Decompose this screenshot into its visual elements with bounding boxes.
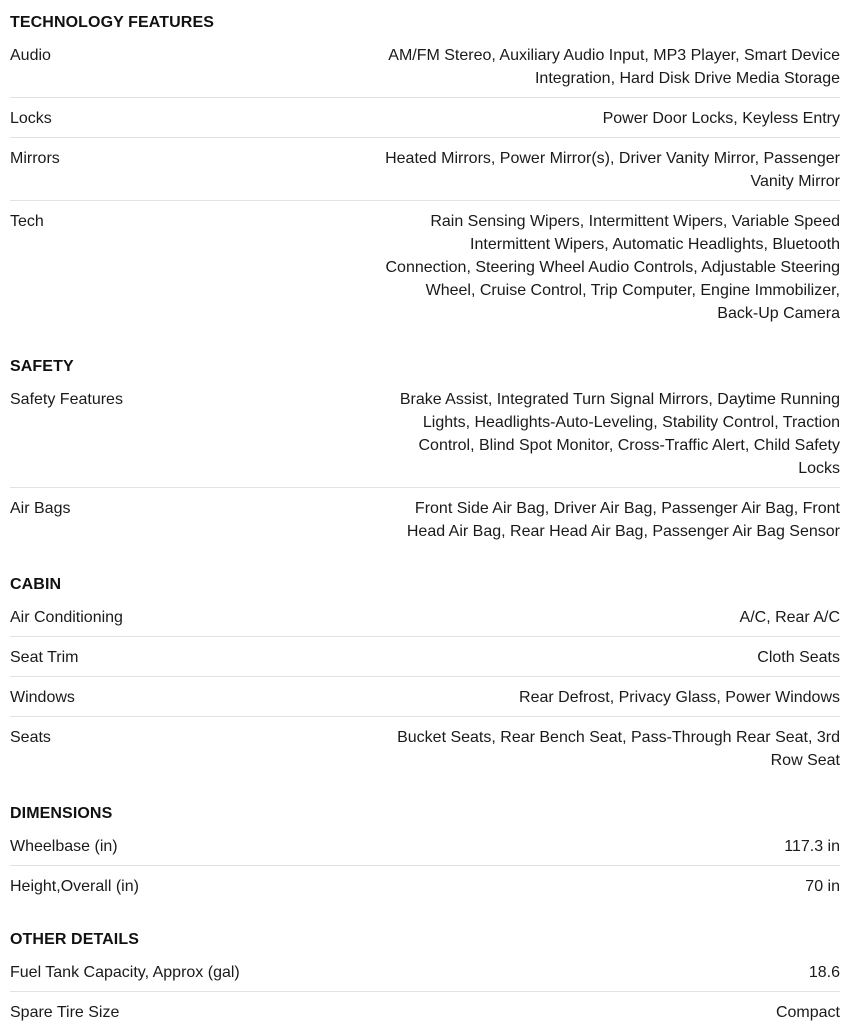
section-title: SAFETY xyxy=(10,358,74,375)
section-other-details xyxy=(10,927,840,1031)
spec-row xyxy=(10,875,840,905)
spec-row xyxy=(10,686,840,717)
spec-label: Air Conditioning xyxy=(10,609,123,626)
spec-value: Power Door Locks, Keyless Entry xyxy=(602,110,840,127)
spec-label: Tech xyxy=(10,213,44,230)
spec-row xyxy=(10,388,840,488)
spec-value: A/C, Rear A/C xyxy=(739,609,840,626)
spec-label: Mirrors xyxy=(10,150,60,167)
spec-value: 117.3 in xyxy=(784,838,840,855)
spec-value: Rear Defrost, Privacy Glass, Power Windows xyxy=(519,689,840,706)
spec-label: Air Bags xyxy=(10,500,71,517)
spec-value: Compact xyxy=(775,1004,840,1021)
spec-row xyxy=(10,606,840,637)
spec-value: 70 in xyxy=(805,878,840,895)
section-title: OTHER DETAILS xyxy=(10,931,140,948)
spec-value: Front Side Air Bag, Driver Air Bag, Passenger Air Bag, Front Head Air Bag, Rear Head Air Bag, Passenger Air Bag Sensor xyxy=(406,500,840,540)
spec-label: Locks xyxy=(10,110,52,127)
spec-row xyxy=(10,835,840,866)
section-technology-features xyxy=(10,10,840,332)
spec-row xyxy=(10,147,840,201)
spec-row xyxy=(10,646,840,677)
spec-row xyxy=(10,961,840,992)
spec-value: 18.6 xyxy=(808,964,840,981)
spec-label: Windows xyxy=(10,689,75,706)
spec-row xyxy=(10,497,840,550)
spec-row xyxy=(10,726,840,779)
spec-value: AM/FM Stereo, Auxiliary Audio Input, MP3 Player, Smart Device Integration, Hard Disk Drive Media Storage xyxy=(388,47,840,87)
spec-label: Safety Features xyxy=(10,391,123,408)
spec-value: Brake Assist, Integrated Turn Signal Mirrors, Daytime Running Lights, Headlights-Auto-Leveling, Stability Control, Traction Control, Blind Spot Monitor, Cross-Traffic Alert, Child Safety Locks xyxy=(399,391,840,477)
spec-row xyxy=(10,107,840,138)
section-title: TECHNOLOGY FEATURES xyxy=(10,14,214,31)
section-title: DIMENSIONS xyxy=(10,805,113,822)
spec-value: Rain Sensing Wipers, Intermittent Wipers, Variable Speed Intermittent Wipers, Automatic Headlights, Bluetooth Connection, Steering Wheel Audio Controls, Adjustable Steering Wheel, Cruise Control, Trip Computer, Engine Immobilizer, Back-Up Camera xyxy=(385,213,840,322)
spec-row xyxy=(10,210,840,332)
spec-label: Seat Trim xyxy=(10,649,79,666)
section-safety xyxy=(10,354,840,550)
spec-label: Fuel Tank Capacity, Approx (gal) xyxy=(10,964,240,981)
spec-label: Seats xyxy=(10,729,51,746)
spec-value: Cloth Seats xyxy=(757,649,840,666)
spec-label: Height,Overall (in) xyxy=(10,878,139,895)
section-dimensions xyxy=(10,801,840,905)
spec-label: Audio xyxy=(10,47,51,64)
section-cabin xyxy=(10,572,840,779)
spec-row xyxy=(10,44,840,98)
spec-label: Spare Tire Size xyxy=(10,1004,120,1021)
spec-value: Heated Mirrors, Power Mirror(s), Driver Vanity Mirror, Passenger Vanity Mirror xyxy=(385,150,840,190)
spec-row xyxy=(10,1001,840,1031)
spec-label: Wheelbase (in) xyxy=(10,838,118,855)
spec-value: Bucket Seats, Rear Bench Seat, Pass-Through Rear Seat, 3rd Row Seat xyxy=(397,729,840,769)
section-title: CABIN xyxy=(10,576,62,593)
